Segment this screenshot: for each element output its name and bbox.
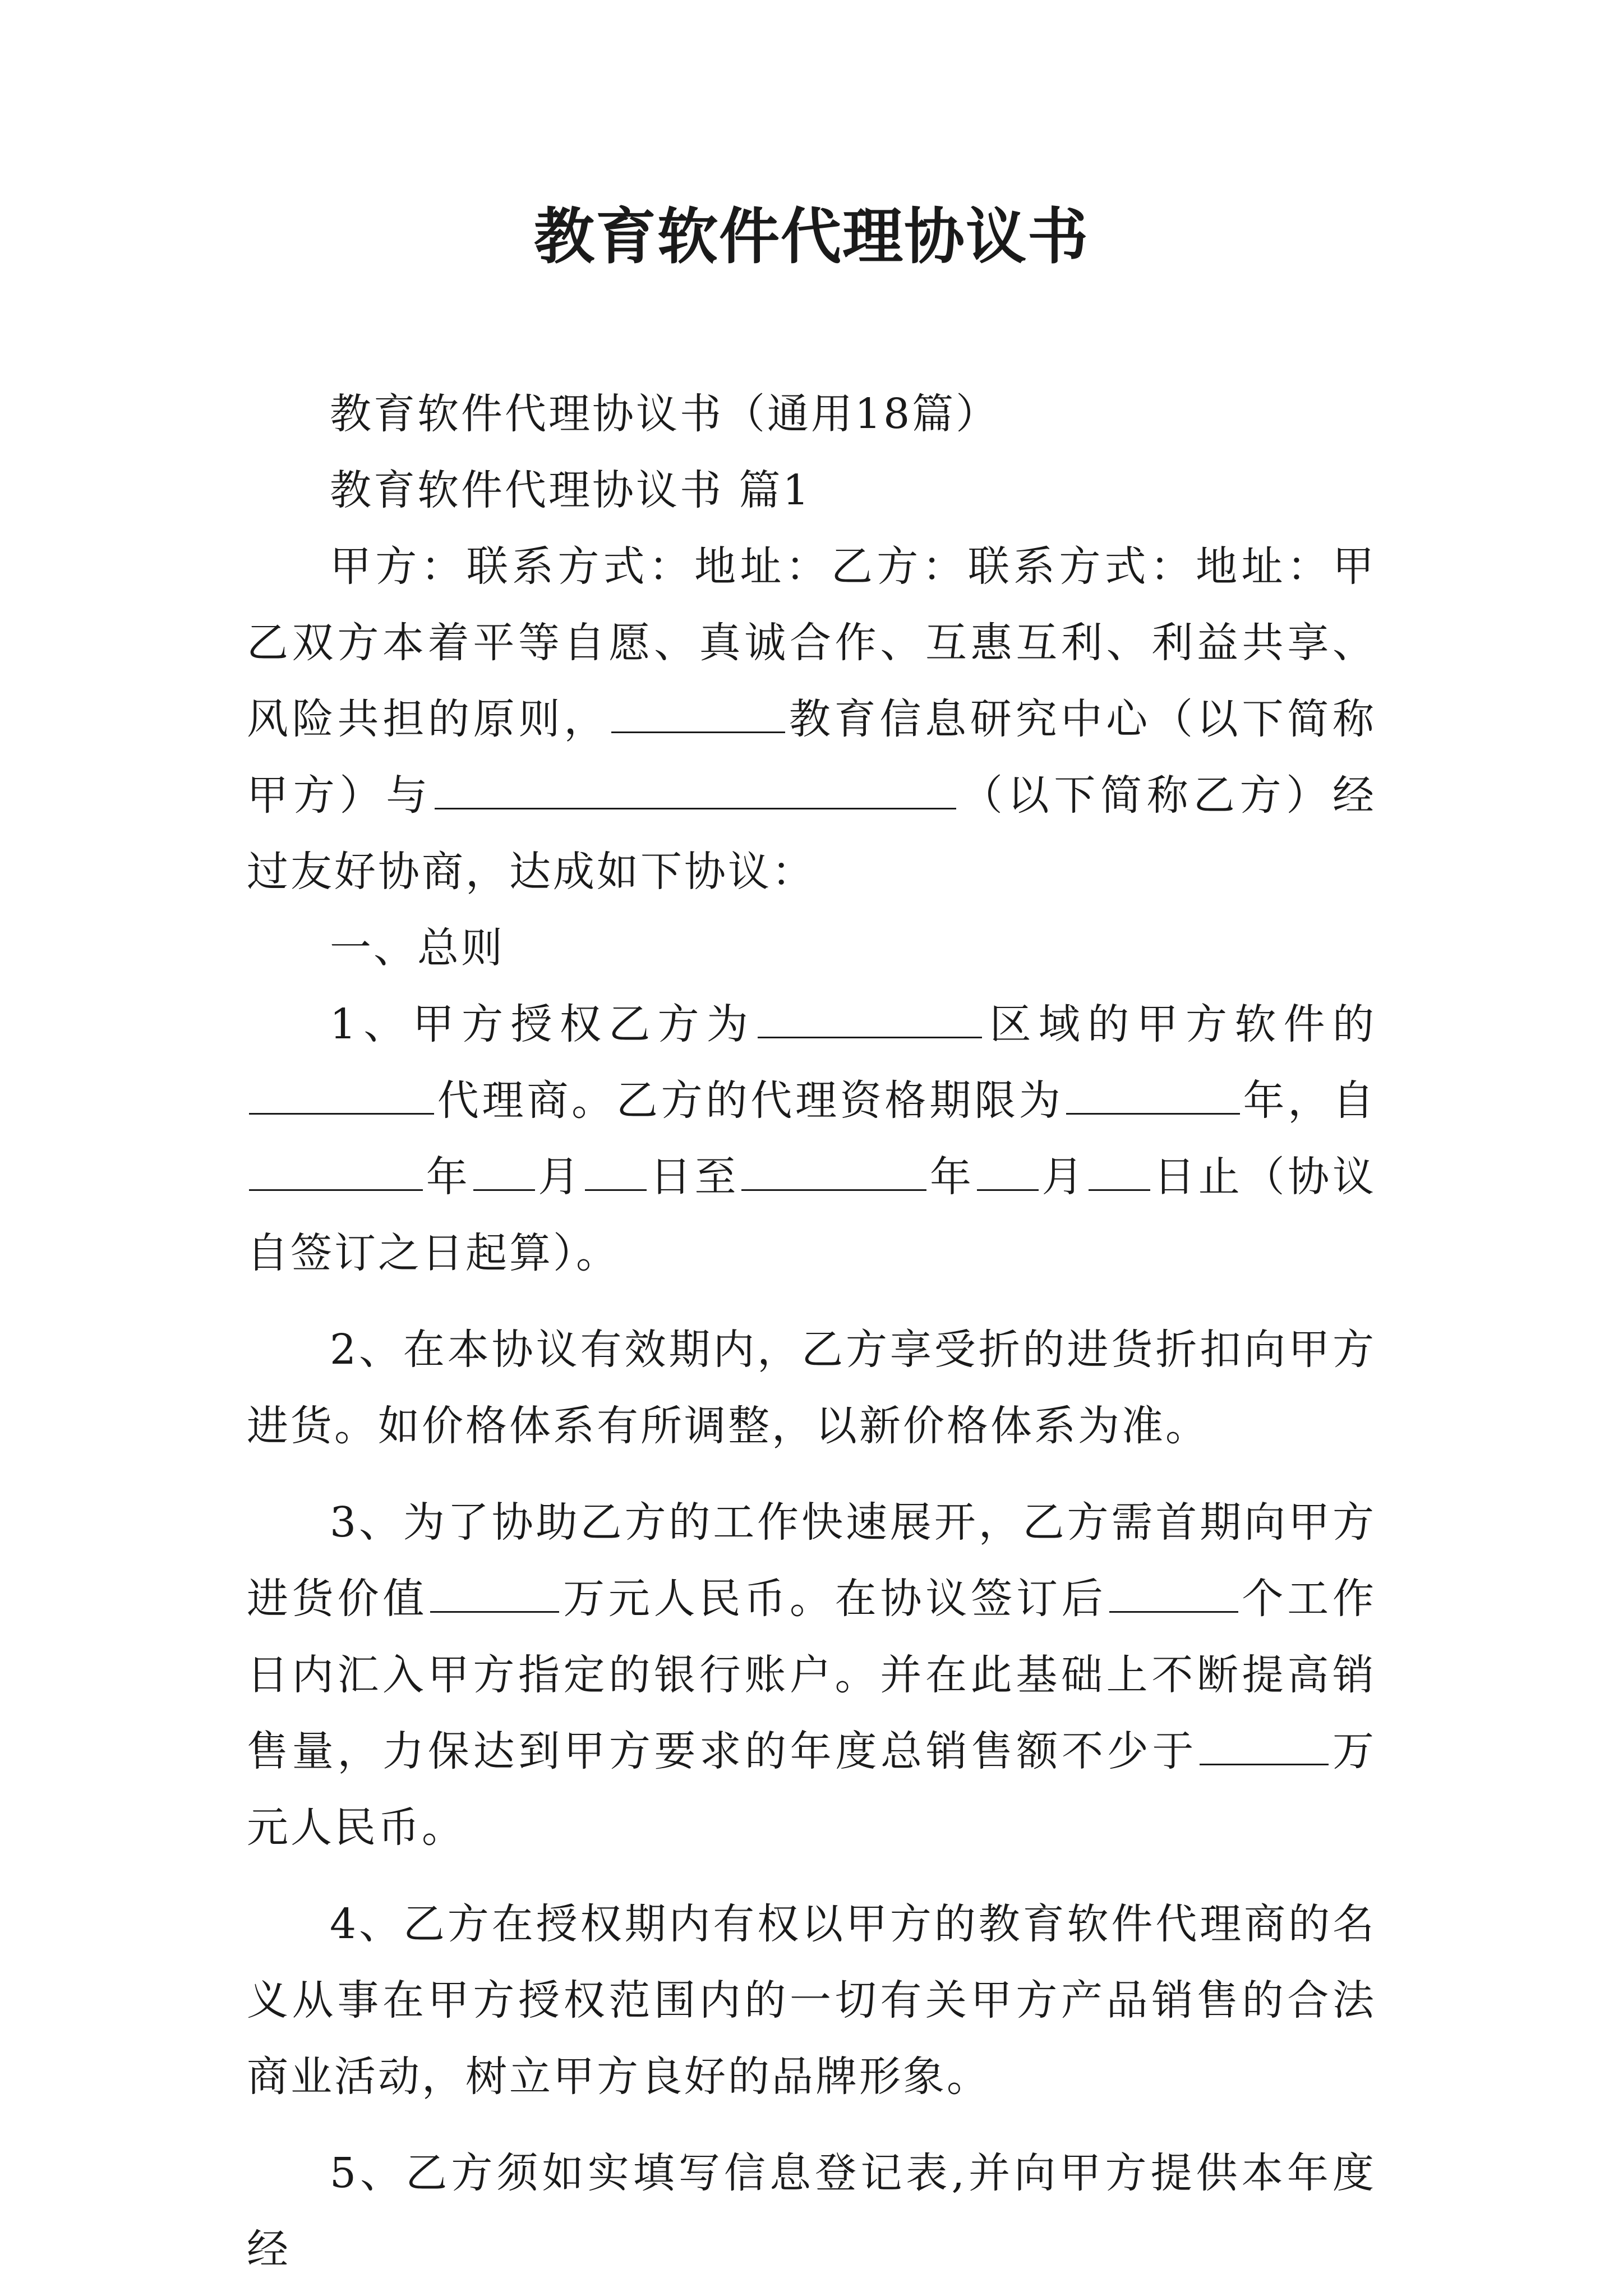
- clause-3: [247, 1484, 1376, 1866]
- clause-1-text-3: 代理商。乙方的代理资格期限为: [436, 1076, 1064, 1125]
- clause-2: 2、在本协议有效期内，乙方享受折的进货折扣向甲方进货。如价格体系有所调整，以新价格体系为准。: [247, 1326, 1376, 1450]
- blank-agent-level: [249, 1074, 434, 1115]
- blank-party-b-name: [435, 769, 956, 809]
- clause-1-text-7: 日至: [649, 1153, 740, 1201]
- clause-1-text-8: 年: [929, 1153, 975, 1201]
- clause-3-text-2: 万元人民币。在协议签订后: [561, 1575, 1107, 1623]
- document-subtitle: 教育软件代理协议书（通用18篇）: [330, 390, 1000, 438]
- clause-1-text-5: 年: [425, 1153, 471, 1201]
- intro-text-2: 教育信息研究中心（以下简称甲方）与: [247, 695, 1377, 820]
- intro-text-3: （以下简称乙方）经过友好协商，达成如下协议：: [247, 771, 1377, 896]
- clause-1-text-10: 日止（协议自签订之日起算）。: [247, 1153, 1376, 1277]
- clause-1-text-6: 月: [537, 1153, 583, 1201]
- blank-end-day: [1089, 1150, 1150, 1191]
- blank-annual-sales: [1200, 1724, 1329, 1765]
- blank-party-a-name: [611, 692, 785, 733]
- intro-paragraph: [247, 528, 1376, 910]
- section-heading: 教育软件代理协议书 篇1: [330, 466, 811, 514]
- document-body: [247, 376, 1376, 2288]
- clause-1-text-2: 区域的甲方软件的: [984, 1000, 1376, 1048]
- clause-1-text-4: 年，自: [1242, 1076, 1377, 1125]
- clause-1-text-9: 月: [1040, 1153, 1087, 1201]
- blank-region: [758, 997, 982, 1038]
- blank-start-month: [473, 1150, 535, 1191]
- intro-text-1: 甲方：联系方式：地址：乙方：联系方式：地址：甲乙双方本着平等自愿、真诚合作、互惠互利、利益共享、风险共担的原则，: [247, 542, 1376, 743]
- clause-3-text-4: 万元人民币。: [247, 1727, 1377, 1852]
- clause-3-text-1: 3、为了协助乙方的工作快速展开，乙方需首期向甲方进货价值: [247, 1498, 1376, 1623]
- blank-end-month: [977, 1150, 1039, 1191]
- document-title: 教育软件代理协议书: [533, 201, 1089, 272]
- clause-4: 4、乙方在授权期内有权以甲方的教育软件代理商的名义从事在甲方授权范围内的一切有关甲方产品销售的合法商业活动，树立甲方良好的品牌形象。: [247, 1900, 1376, 2101]
- blank-start-year: [249, 1150, 423, 1191]
- blank-working-days: [1109, 1572, 1238, 1613]
- clause-1-text-1: 1、甲方授权乙方为: [330, 1000, 756, 1048]
- clause-3-text-3: 个工作日内汇入甲方指定的银行账户。并在此基础上不断提高销售量，力保达到甲方要求的年度总销售额不少于: [247, 1575, 1377, 1775]
- blank-end-year: [741, 1150, 926, 1191]
- clause-1: [247, 986, 1376, 1291]
- blank-initial-purchase: [430, 1572, 559, 1613]
- chapter-heading: 一、总则: [330, 924, 505, 972]
- blank-term-years: [1066, 1074, 1240, 1115]
- clause-5: 5、乙方须如实填写信息登记表,并向甲方提供本年度经: [247, 2149, 1376, 2274]
- blank-start-day: [585, 1150, 647, 1191]
